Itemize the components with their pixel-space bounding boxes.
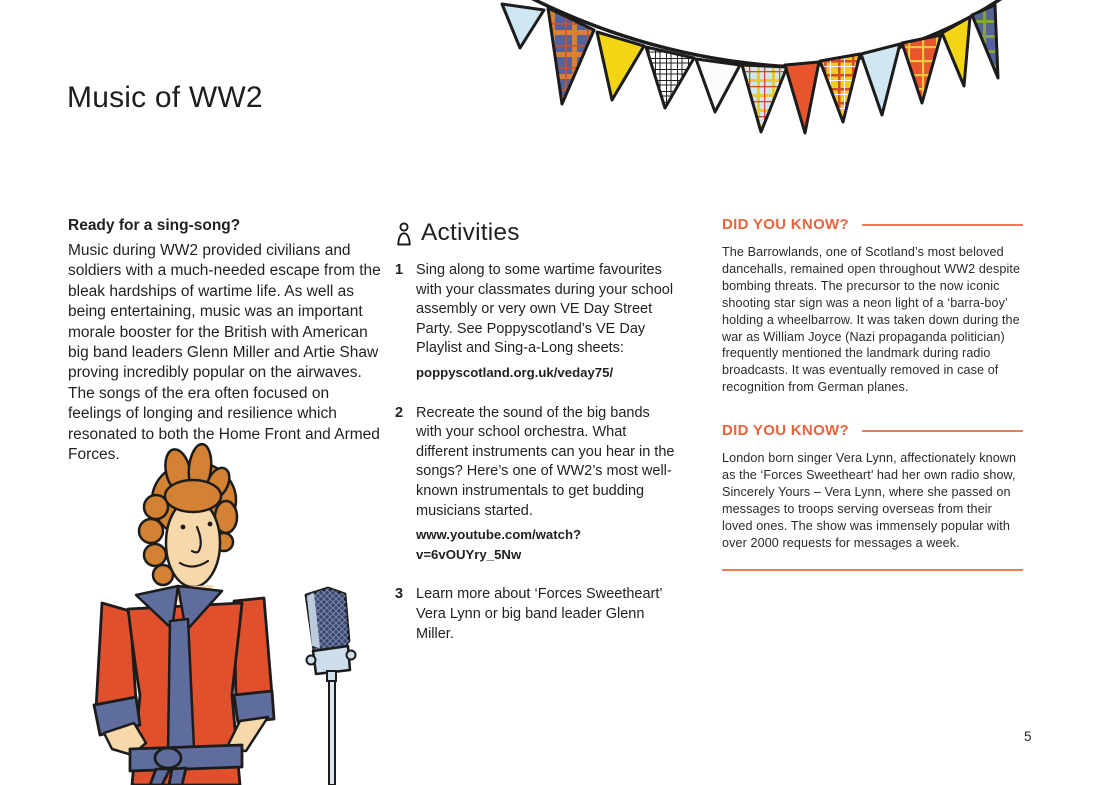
activity-item [395,404,681,566]
bottom-rule [722,569,1023,571]
did-you-know-box [722,422,1023,551]
heading-rule [862,224,1023,226]
poppyscotland-link[interactable]: poppyscotland.org.uk/veday75/ [416,364,614,380]
intro-section [68,217,386,465]
activity-text: Sing along to some wartime favourites with your classmates during your school assembly or very own VE Day Street Party. See Poppyscotland’s VE Day Playlist and Sing-a-Long sheets: [416,262,674,357]
activities-list [395,261,681,644]
activity-text: Recreate the sound of the big bands with your school orchestra. What different instruments can you hear in the songs? Here’s one of WW2’s most well-known instrumentals to get budding musicians started. [416,404,675,519]
bunting-illustration [498,0,1015,140]
did-you-know-box [722,216,1023,396]
activity-number: 2 [395,404,404,421]
page-title: Music of WW2 [67,81,263,114]
intro-heading: Ready for a sing-song? [68,217,241,234]
did-you-know-heading: DID YOU KNOW? [722,216,849,233]
activity-item [395,261,681,384]
heading-rule [862,430,1023,432]
activity-text: Learn more about ‘Forces Sweetheart’ Vera Lynn or big band leader Glenn Miller. [416,586,663,642]
activity-number: 1 [395,262,404,278]
intro-body: Music during WW2 provided civilians and soldiers with a much-needed escape from the bleak hardships of wartime life. As well as being entertaining, music was an important morale booster for the British with American big band leaders Glenn Miller and Artie Shaw proving incredibly popular on the airwaves. The songs of the era often focused on feelings of longing and resilience which resonated to both the Home Front and Armed Forces. [68,242,381,464]
activities-header [395,219,681,247]
did-you-know-heading: DID YOU KNOW? [722,422,849,440]
activity-item [395,585,681,644]
singer-illustration [66,443,358,785]
activities-title: Activities [421,219,520,246]
page-number: 5 [1024,729,1032,744]
activities-section [395,219,681,664]
person-icon [395,222,413,246]
did-you-know-body: The Barrowlands, one of Scotland’s most beloved dancehalls, remained open throughout WW2 despite bombing threats. The precursor to the now iconic shooting star sign was a neon light of a ‘barra-boy’ holding a wheelbarrow. It was taken down during the war as William Joyce (Nazi propaganda politician) frequently mentioned the landmark during radio broadcasts. It was eventually removed in case of recognition from German planes. [722,245,1021,395]
activity-number: 3 [395,586,404,603]
youtube-link[interactable]: www.youtube.com/watch?v=6vOUYry_5Nw [416,527,582,562]
did-you-know-body: London born singer Vera Lynn, affectionately known as the ‘Forces Sweetheart’ had her own radio show, Sincerely Yours – Vera Lynn, where she passed on messages to troops serving overseas from their loved ones. The show was immensely popular with over 2000 requests for messages a week. [722,451,1017,550]
did-you-know-column [722,216,1023,571]
microphone-icon [306,588,356,785]
